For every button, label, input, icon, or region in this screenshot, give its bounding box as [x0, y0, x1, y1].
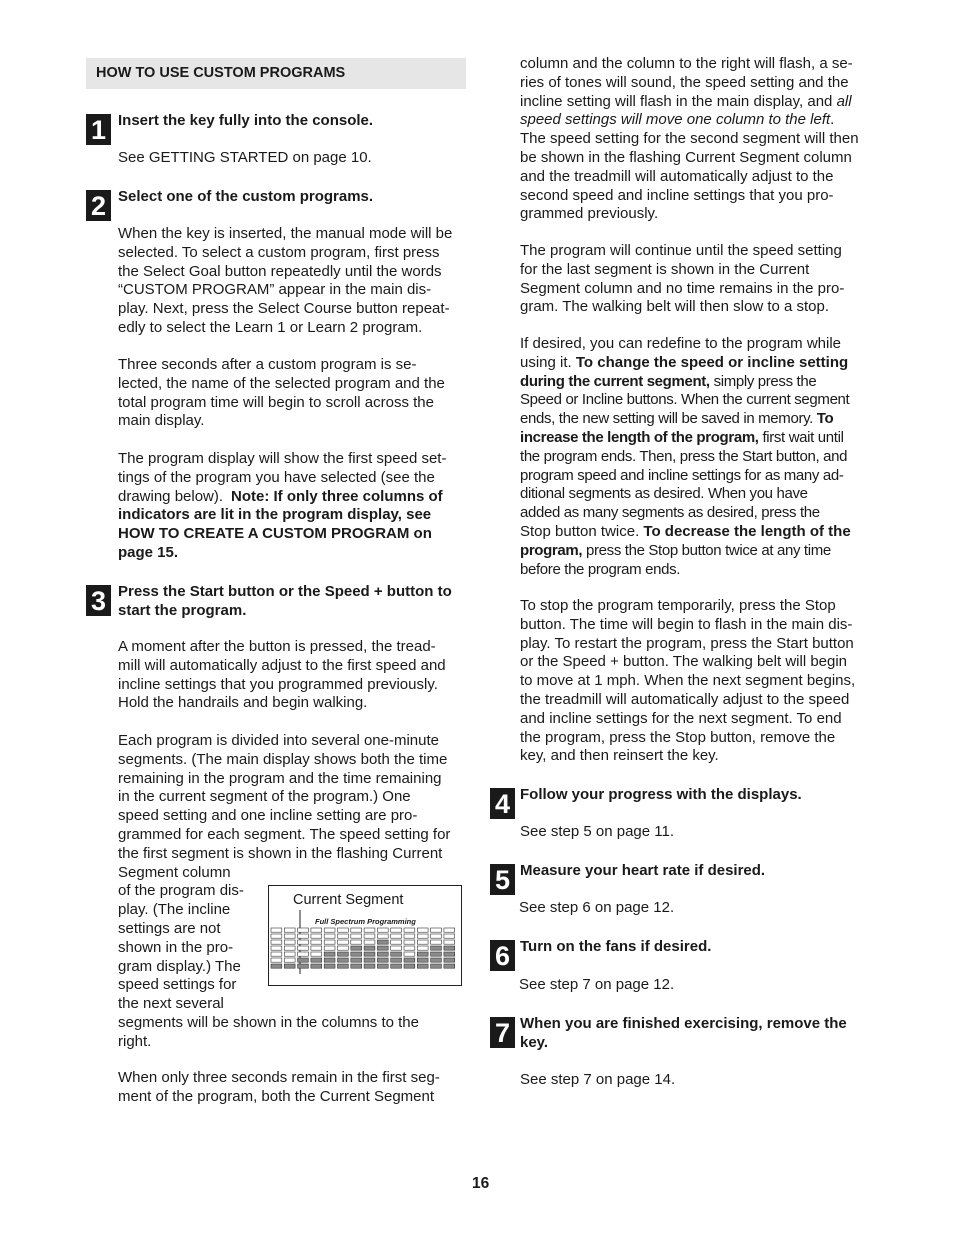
text-run: incline setting will flash in the main display, and [520, 92, 837, 110]
led-indicator [324, 958, 335, 962]
led-indicator [338, 934, 349, 938]
led-indicator [364, 940, 375, 944]
note-text: Note: If only three columns of [231, 487, 443, 505]
text-line [520, 429, 844, 448]
text-line: speed setting and one incline setting are pro- [118, 807, 418, 825]
text-run: all [836, 92, 852, 110]
text-line: speed settings for [118, 976, 237, 994]
text-line: play. To restart the program, press the Start button [520, 634, 854, 652]
led-matrix [269, 886, 460, 984]
led-indicator [311, 940, 322, 944]
text-line: button. The time will begin to flash in the main dis- [520, 615, 853, 633]
text-line: program speed and incline settings for as many ad- [520, 466, 844, 484]
led-indicator [311, 958, 322, 962]
text-line: The program display will show the first speed set- [118, 450, 447, 467]
text-line: edly to select the Learn 1 or Learn 2 program. [118, 319, 423, 336]
text-run: ends, the new setting will be saved in memory. [520, 410, 817, 428]
text-line: ditional segments as desired. When you have [520, 485, 808, 503]
led-indicator [404, 934, 415, 938]
led-indicator [311, 952, 322, 956]
led-indicator [351, 928, 362, 932]
led-indicator [364, 952, 375, 956]
text-line: second speed and incline settings that you pro- [520, 186, 834, 204]
led-indicator [404, 946, 415, 950]
led-indicator [377, 952, 388, 956]
led-indicator [431, 964, 442, 968]
led-indicator [351, 934, 362, 938]
text-line: Three seconds after a custom program is se- [118, 356, 417, 373]
page-number: 16 [472, 1175, 490, 1192]
text-line: “CUSTOM PROGRAM” appear in the main dis- [118, 281, 432, 299]
led-indicator [351, 946, 362, 950]
led-indicator [271, 958, 282, 962]
text-line: gram. The walking belt will then slow to a stop. [520, 298, 830, 316]
led-indicator [351, 952, 362, 956]
text-line [520, 410, 833, 429]
led-indicator [284, 964, 295, 968]
led-indicator [284, 946, 295, 950]
led-indicator [404, 958, 415, 962]
step-2-badge: 2 [86, 190, 111, 221]
text-run: using it. [520, 353, 576, 371]
led-indicator [284, 952, 295, 956]
note-text: page 15. [118, 544, 179, 561]
led-indicator [298, 952, 309, 956]
step-6-title: Turn on the fans if desired. [520, 938, 712, 955]
text-line: tings of the program you have selected (see the [118, 468, 435, 486]
led-indicator [431, 934, 442, 938]
section-header [86, 58, 466, 89]
led-indicator [391, 940, 402, 944]
led-indicator [271, 964, 282, 968]
step-3-title-line1: Press the Start button or the Speed + button to [118, 583, 452, 600]
led-indicator [338, 940, 349, 944]
led-indicator [324, 934, 335, 938]
text-line: key, and then reinsert the key. [520, 747, 719, 765]
text-run: To decrease the length of the [643, 523, 851, 540]
text-line: for the last segment is shown in the Current [520, 260, 810, 278]
led-indicator [338, 958, 349, 962]
step-7-badge: 7 [490, 1017, 515, 1048]
text-line: added as many segments as desired, press the [520, 504, 820, 522]
text-line: drawing below). [118, 487, 224, 505]
text-line [520, 111, 834, 130]
text-run: To [816, 410, 834, 428]
section-title: HOW TO USE CUSTOM PROGRAMS [96, 65, 346, 81]
text-line: the first segment is shown in the flashing Current [118, 844, 443, 862]
step-3-badge: 3 [86, 585, 111, 616]
led-indicator [391, 958, 402, 962]
led-indicator [338, 952, 349, 956]
step-4-title: Follow your progress with the displays. [520, 786, 802, 803]
step-7-body: See step 7 on page 14. [520, 1071, 676, 1088]
step-4-body: See step 5 on page 11. [520, 823, 675, 840]
text-line: Speed or Incline buttons. When the current segment [520, 391, 850, 409]
led-indicator [444, 946, 455, 950]
led-indicator [364, 934, 375, 938]
text-line: the Select Goal button repeatedly until the words [118, 262, 442, 280]
text-line: and the treadmill will automatically adjust to the [520, 167, 834, 185]
text-line: To stop the program temporarily, press the Stop [520, 597, 836, 614]
led-indicator [364, 928, 375, 932]
text-line: Segment column and no time remains in the pro- [520, 279, 845, 297]
text-line: the program, press the Stop button, remove the [520, 728, 836, 746]
led-indicator [404, 952, 415, 956]
led-indicator [444, 958, 455, 962]
led-indicator [311, 928, 322, 932]
led-indicator [364, 964, 375, 968]
led-indicator [377, 928, 388, 932]
step-1-badge: 1 [86, 114, 111, 145]
led-indicator [271, 940, 282, 944]
led-indicator [444, 934, 455, 938]
led-indicator [391, 946, 402, 950]
figure-subtitle: Full Spectrum Programming [315, 917, 416, 926]
text-line: Each program is divided into several one-minute [118, 732, 439, 749]
led-indicator [417, 952, 428, 956]
led-indicator [417, 958, 428, 962]
led-indicator [417, 934, 428, 938]
led-indicator [284, 928, 295, 932]
text-line: selected. To select a custom program, first press [118, 243, 440, 261]
figure-title: Current Segment [293, 892, 404, 908]
text-line: segments. (The main display shows both the time [118, 750, 448, 768]
led-indicator [284, 940, 295, 944]
led-indicator [404, 928, 415, 932]
led-indicator [311, 946, 322, 950]
text-line: grammed previously. [520, 205, 659, 223]
led-indicator [431, 952, 442, 956]
text-line: The speed setting for the second segment will then [520, 130, 859, 148]
step-1-body: See GETTING STARTED on page 10. [118, 149, 372, 166]
step-7-title-line2: key. [520, 1033, 549, 1051]
led-indicator [377, 934, 388, 938]
text-run: increase the length of the program, [520, 429, 759, 446]
step-6-badge: 6 [490, 940, 515, 971]
led-indicator [298, 958, 309, 962]
led-indicator [444, 928, 455, 932]
text-line: gram display.) The [118, 957, 241, 975]
note-text: indicators are lit in the program display, see [118, 506, 432, 524]
led-indicator [298, 934, 309, 938]
text-run: To change the speed or incline setting [575, 353, 849, 371]
text-line [520, 542, 831, 561]
text-line [520, 373, 816, 392]
led-indicator [351, 964, 362, 968]
text-run: program, [520, 541, 583, 559]
text-line: Hold the handrails and begin walking. [118, 694, 368, 712]
step-5-badge: 5 [490, 864, 515, 895]
text-line: in the current segment of the program.) One [118, 788, 411, 806]
led-indicator [431, 946, 442, 950]
led-indicator [338, 946, 349, 950]
text-line: Segment column [118, 863, 231, 881]
led-indicator [351, 940, 362, 944]
text-line: shown in the pro- [118, 938, 234, 956]
led-indicator [364, 946, 375, 950]
led-indicator [431, 958, 442, 962]
text-line: When the key is inserted, the manual mode will be [118, 225, 453, 242]
text-run: during the current segment, [520, 372, 710, 390]
led-indicator [298, 964, 309, 968]
led-indicator [271, 952, 282, 956]
led-indicator [364, 958, 375, 962]
led-indicator [444, 940, 455, 944]
led-indicator [417, 964, 428, 968]
text-line [520, 354, 848, 373]
text-run: simply press the [709, 372, 817, 390]
step-2-title: Select one of the custom programs. [118, 188, 374, 205]
text-line: total program time will begin to scroll across the [118, 393, 434, 411]
text-run: first wait until [758, 429, 844, 446]
text-run: Stop button twice. [520, 523, 644, 540]
text-line: of the program dis- [118, 882, 244, 900]
led-indicator [431, 928, 442, 932]
text-line: segments will be shown in the columns to the [118, 1014, 419, 1031]
text-line: the program ends. Then, press the Start button, and [520, 447, 848, 465]
led-indicator [324, 940, 335, 944]
step-3-title-line2: start the program. [118, 601, 247, 619]
step-4-badge: 4 [490, 788, 515, 819]
led-indicator [391, 928, 402, 932]
step-6-body: See step 7 on page 12. [519, 976, 675, 993]
led-indicator [311, 964, 322, 968]
led-indicator [324, 952, 335, 956]
text-line: mill will automatically adjust to the first speed and [118, 656, 446, 674]
text-line: ries of tones will sound, the speed setting and the [520, 73, 849, 91]
text-line: column and the column to the right will flash, a se- [520, 55, 853, 72]
led-indicator [351, 958, 362, 962]
led-indicator [271, 946, 282, 950]
led-indicator [271, 934, 282, 938]
text-line: play. Next, press the Select Course button repeat- [118, 300, 450, 318]
led-indicator [338, 964, 349, 968]
text-line: right. [118, 1032, 152, 1050]
text-line: before the program ends. [520, 560, 681, 578]
text-line: or the Speed + button. The walking belt will begin [520, 653, 848, 671]
text-line: the treadmill will automatically adjust to the speed [520, 691, 850, 708]
step-5-title: Measure your heart rate if desired. [520, 862, 766, 879]
led-indicator [391, 934, 402, 938]
led-indicator [324, 946, 335, 950]
text-line: grammed for each segment. The speed setting for [118, 826, 451, 843]
note-text: HOW TO CREATE A CUSTOM PROGRAM on [118, 525, 432, 543]
led-indicator [324, 928, 335, 932]
led-indicator [444, 964, 455, 968]
text-line: If desired, you can redefine to the program while [520, 335, 842, 352]
led-indicator [417, 946, 428, 950]
text-line: to move at 1 mph. When the next segment begins, [520, 672, 856, 690]
text-line: the next several [118, 995, 224, 1013]
text-run: speed settings will move one column to the left [520, 111, 831, 129]
led-indicator [338, 928, 349, 932]
led-indicator [284, 934, 295, 938]
text-run: press the Stop button twice at any time [582, 541, 831, 559]
text-line [520, 93, 852, 112]
led-indicator [391, 964, 402, 968]
led-indicator [404, 964, 415, 968]
step-7-title-line1: When you are finished exercising, remove the [520, 1015, 847, 1032]
led-indicator [298, 928, 309, 932]
led-indicator [377, 958, 388, 962]
led-indicator [377, 940, 388, 944]
led-indicator [444, 952, 455, 956]
led-indicator [431, 940, 442, 944]
led-indicator [311, 934, 322, 938]
led-indicator [377, 964, 388, 968]
led-indicator [417, 940, 428, 944]
led-indicator [417, 928, 428, 932]
text-line [520, 523, 851, 542]
text-line: play. (The incline [118, 901, 231, 919]
text-line: lected, the name of the selected program and the [118, 374, 445, 392]
step-1-title: Insert the key fully into the console. [118, 112, 374, 129]
step-5-body: See step 6 on page 12. [519, 899, 675, 916]
led-indicator [377, 946, 388, 950]
led-indicator [404, 940, 415, 944]
text-line: When only three seconds remain in the first seg- [118, 1069, 440, 1086]
text-line: The program will continue until the speed setting [520, 242, 842, 259]
program-display-drawing [268, 885, 462, 986]
text-line: settings are not [118, 920, 221, 937]
text-line: and incline settings for the next segment. To end [520, 709, 842, 727]
led-indicator [298, 940, 309, 944]
led-indicator [284, 958, 295, 962]
led-grid [271, 928, 455, 968]
led-indicator [271, 928, 282, 932]
text-line: incline settings that you programmed previously. [118, 675, 438, 693]
text-line: main display. [118, 412, 205, 430]
text-line: remaining in the program and the time remaining [118, 769, 442, 787]
led-indicator [324, 964, 335, 968]
text-line: ment of the program, both the Current Segment [118, 1087, 435, 1105]
text-line: A moment after the button is pressed, the tread- [118, 638, 436, 655]
text-run: . [830, 111, 835, 129]
led-indicator [391, 952, 402, 956]
text-line: be shown in the flashing Current Segment column [520, 149, 852, 166]
led-indicator [298, 946, 309, 950]
